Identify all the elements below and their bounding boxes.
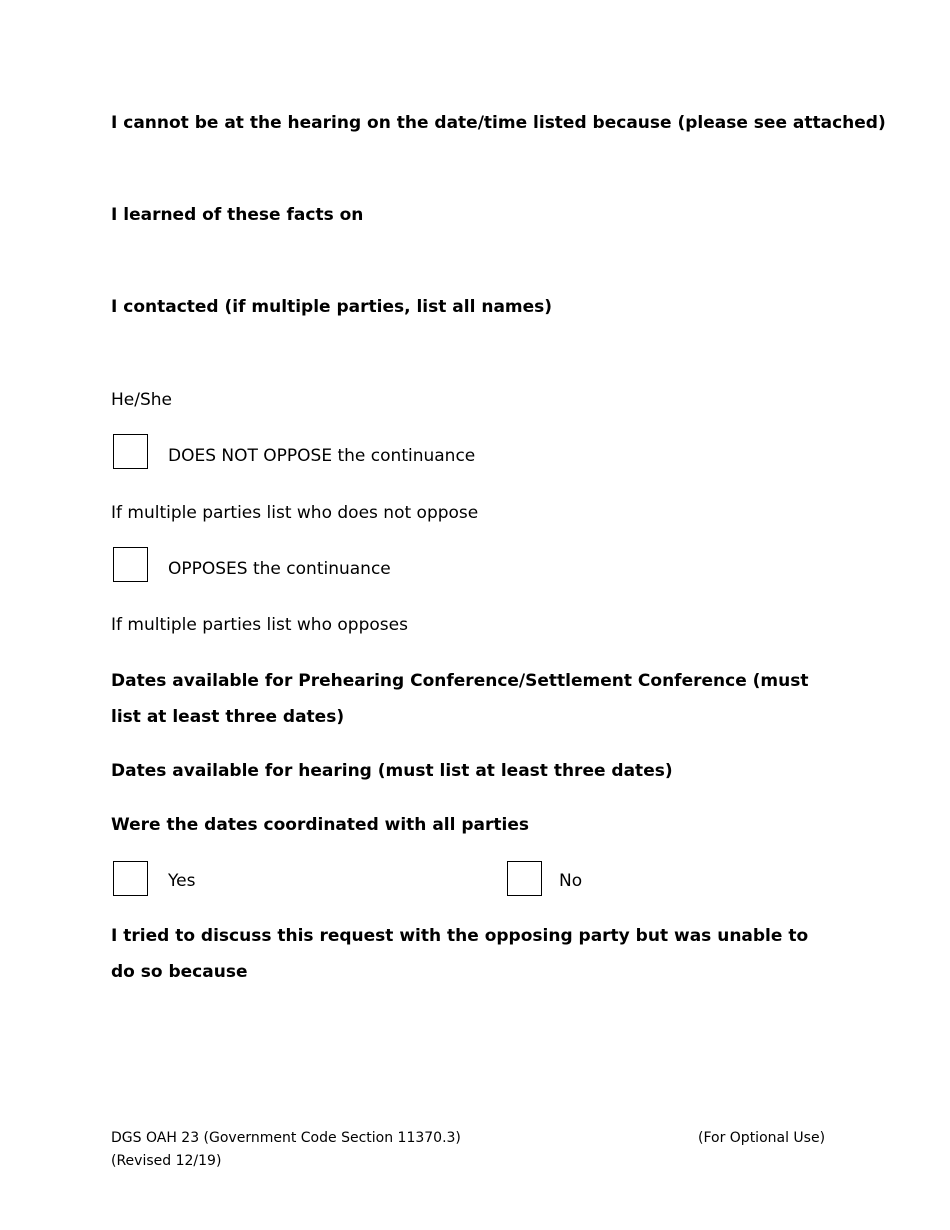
learned-facts-label: I learned of these facts on xyxy=(111,205,364,225)
unable-discuss-label: I tried to discuss this request with the opposing party but was unable to do so because xyxy=(111,926,809,982)
optional-use-text: (For Optional Use) xyxy=(698,1130,826,1146)
yes-checkbox[interactable] xyxy=(113,861,148,896)
cannot-attend-label: I cannot be at the hearing on the date/time listed because (please see attached) xyxy=(111,113,886,133)
prehearing-dates-label: Dates available for Prehearing Conference/Settlement Conference (must list at least three dates) xyxy=(111,671,809,727)
form-id-text: DGS OAH 23 (Government Code Section 11370.3) xyxy=(111,1130,461,1146)
contacted-label: I contacted (if multiple parties, list all names) xyxy=(111,297,553,317)
list-opposes-label: If multiple parties list who opposes xyxy=(111,615,408,635)
no-checkbox[interactable] xyxy=(507,861,542,896)
no-label: No xyxy=(559,871,583,891)
does-not-oppose-label: DOES NOT OPPOSE the continuance xyxy=(168,446,476,466)
revised-text: (Revised 12/19) xyxy=(111,1153,222,1169)
yes-label: Yes xyxy=(168,871,196,891)
opposes-label: OPPOSES the continuance xyxy=(168,559,391,579)
list-not-oppose-label: If multiple parties list who does not oppose xyxy=(111,503,479,523)
does-not-oppose-checkbox[interactable] xyxy=(113,434,148,469)
coordinated-question-label: Were the dates coordinated with all parties xyxy=(111,815,530,835)
opposes-checkbox[interactable] xyxy=(113,547,148,582)
hearing-dates-label: Dates available for hearing (must list at least three dates) xyxy=(111,761,673,781)
he-she-label: He/She xyxy=(111,390,172,410)
